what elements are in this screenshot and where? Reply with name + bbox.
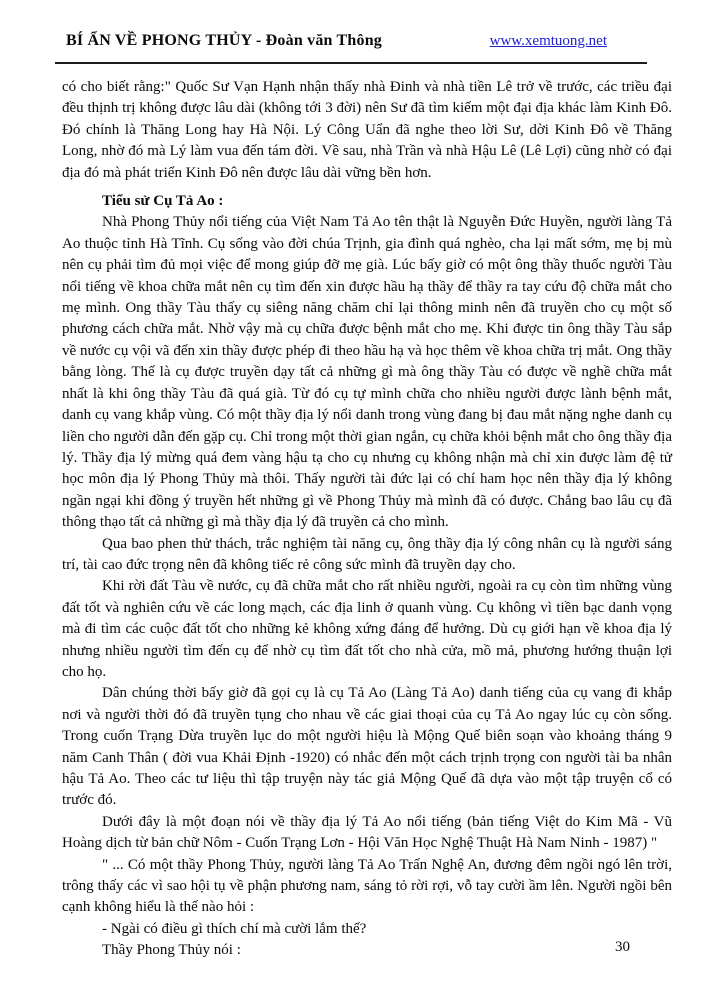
section-heading: Tiểu sử Cụ Tả Ao :	[102, 193, 224, 210]
website-link[interactable]: www.xemtuong.net	[489, 33, 607, 49]
document-title: BÍ ẨN VỀ PHONG THỦY - Đoàn văn Thông	[66, 32, 383, 49]
page-number: 30	[615, 939, 630, 955]
paragraph-continuation: có cho biết rằng:" Quốc Sư Vạn Hạnh nhận thấy nhà Đinh và nhà tiền Lê trở về trước, các triều đại đều thịnh trị không được lâu dài (không tới 3 đời) nên Sư đã tìm kiếm một đại địa khác làm Kinh Đô. Đó chính là Thăng Long hay Hà Nội. Lý Công Uẩn đã nghe theo lời Sư, dời Kinh Đô về Thăng Long, nhờ đó mà Lý làm vua đến tám đời. Về sau, nhà Trần và nhà Hậu Lê (Lê Lợi) cũng nhờ có đại địa đó mà phát triển Kinh Đô nên được lâu dài vững bền hơn.	[62, 79, 672, 181]
paragraph-dialogue: Thầy Phong Thủy nói :	[102, 942, 241, 959]
paragraph: Dân chúng thời bấy giờ đã gọi cụ là cụ Tả Ao (Làng Tả Ao) danh tiếng của cụ vang đi khắp nơi và người thời đó đã truyền tụng cho nhau về các giai thoại của cụ Tả Ao ngay lúc cụ còn sống. Trong cuốn Trạng Dừa truyền lục do một người hiệu là Mộng Quế biên soạn vào khoảng tháng 9 năm Canh Thân ( đời vua Khải Định -1920) có nhắc đến một cách trịnh trọng con người tài ba nhân hậu Tả Ao. Theo các tư liệu thì tập truyện này tác giả Mộng Quế đã dựa vào một tập truyện cổ có trước đó.	[62, 685, 672, 809]
document-body	[0, 64, 702, 962]
page-header	[0, 0, 702, 51]
paragraph: " ... Có một thầy Phong Thủy, người làng Tả Ao Trấn Nghệ An, đương đêm ngồi ngó lên trời, trông thấy các vì sao hội tụ về phận phương nam, sáng tỏ rời rợi, vỗ tay cười ầm lên. Người ngồi bên cạnh không hiểu là thế nào hỏi :	[62, 856, 672, 916]
paragraph-dialogue: - Ngài có điều gì thích chí mà cười lắm thế?	[102, 920, 367, 937]
paragraph: Khi rời đất Tàu về nước, cụ đã chữa mắt cho rất nhiều người, ngoài ra cụ còn tìm những vùng đất tốt và nghiên cứu về các long mạch, các địa linh ở quanh vùng. Cụ không vì tiền bạc danh vọng mà đi tìm các cuộc đất tốt cho những kẻ không xứng đáng để hưởng. Dù cụ giới hạn về khoa địa lý nhưng nhiều người tìm đến cụ để nhờ cụ tìm đất tốt cho nhà cửa, mồ mả, phương hướng thuận lợi cho họ.	[62, 578, 672, 680]
paragraph: Nhà Phong Thủy nổi tiếng của Việt Nam Tả Ao tên thật là Nguyễn Đức Huyền, người làng Tả Ao thuộc tỉnh Hà Tĩnh. Cụ sống vào đời chúa Trịnh, gia đình quá nghèo, cha lại mất sớm, mẹ bị mù nên cụ phải tìm đủ mọi việc để mong giúp đỡ mẹ già. Lúc bấy giờ có một ông thầy thuốc người Tàu nổi tiếng về khoa chữa mắt nên cụ tìm đến xin được hầu hạ thầy để thầy ra tay cứu độ chữa mắt cho mẹ mình. Ong thầy Tàu thấy cụ siêng năng chăm chỉ lại thông minh nên đã truyền cho cụ một số phương cách chữa mắt. Nhờ vậy mà cụ chữa được bệnh mắt cho mẹ. Khi được tin ông thầy Tàu sắp về nước cụ vội vã đến xin thầy được phép đi theo hầu hạ và học thêm về khoa chữa trị mắt. Ong thầy bằng lòng. Thế là cụ được truyền dạy tất cả những gì mà ông thầy Tàu có được về nghề chữa mắt nhất là khi ông thầy Tàu đã quá già. Từ đó cụ tự mình chữa cho nhiều người được lành bệnh mắt, danh cụ vang khắp vùng. Có một thầy địa lý nổi danh trong vùng đang bị đau mắt nặng nghe danh cụ liền cho người dẫn đến gặp cụ. Chỉ trong một thời gian ngắn, cụ chữa khỏi bệnh mắt cho ông thầy địa lý. Thầy địa lý mừng quá đem vàng hậu tạ cho cụ nhưng cụ không nhận mà chỉ xin được làm đệ tử học môn địa lý Phong Thủy mà thôi. Thấy người tài đức lại có chí ham học nên thầy địa lý không ngần ngại khi đồng ý truyền hết những gì về Phong Thủy mà mình đã có được. Chẳng bao lâu cụ đã thông thạo tất cả những gì mà thầy địa lý đã truyền cả cho mình.	[62, 214, 672, 531]
paragraph: Qua bao phen thử thách, trắc nghiệm tài năng cụ, ông thầy địa lý công nhân cụ là người sáng trí, tài cao đức trọng nên đã không tiếc rẻ công sức mình đã truyền dạy cho.	[62, 535, 672, 573]
paragraph: Dưới đây là một đoạn nói về thầy địa lý Tả Ao nổi tiếng (bản tiếng Việt do Kim Mã - Vũ Hoàng dịch từ bản chữ Nôm - Cuốn Trạng Lơn - Hội Văn Học Nghệ Thuật Hà Nam Ninh - 1987) "	[62, 813, 672, 852]
